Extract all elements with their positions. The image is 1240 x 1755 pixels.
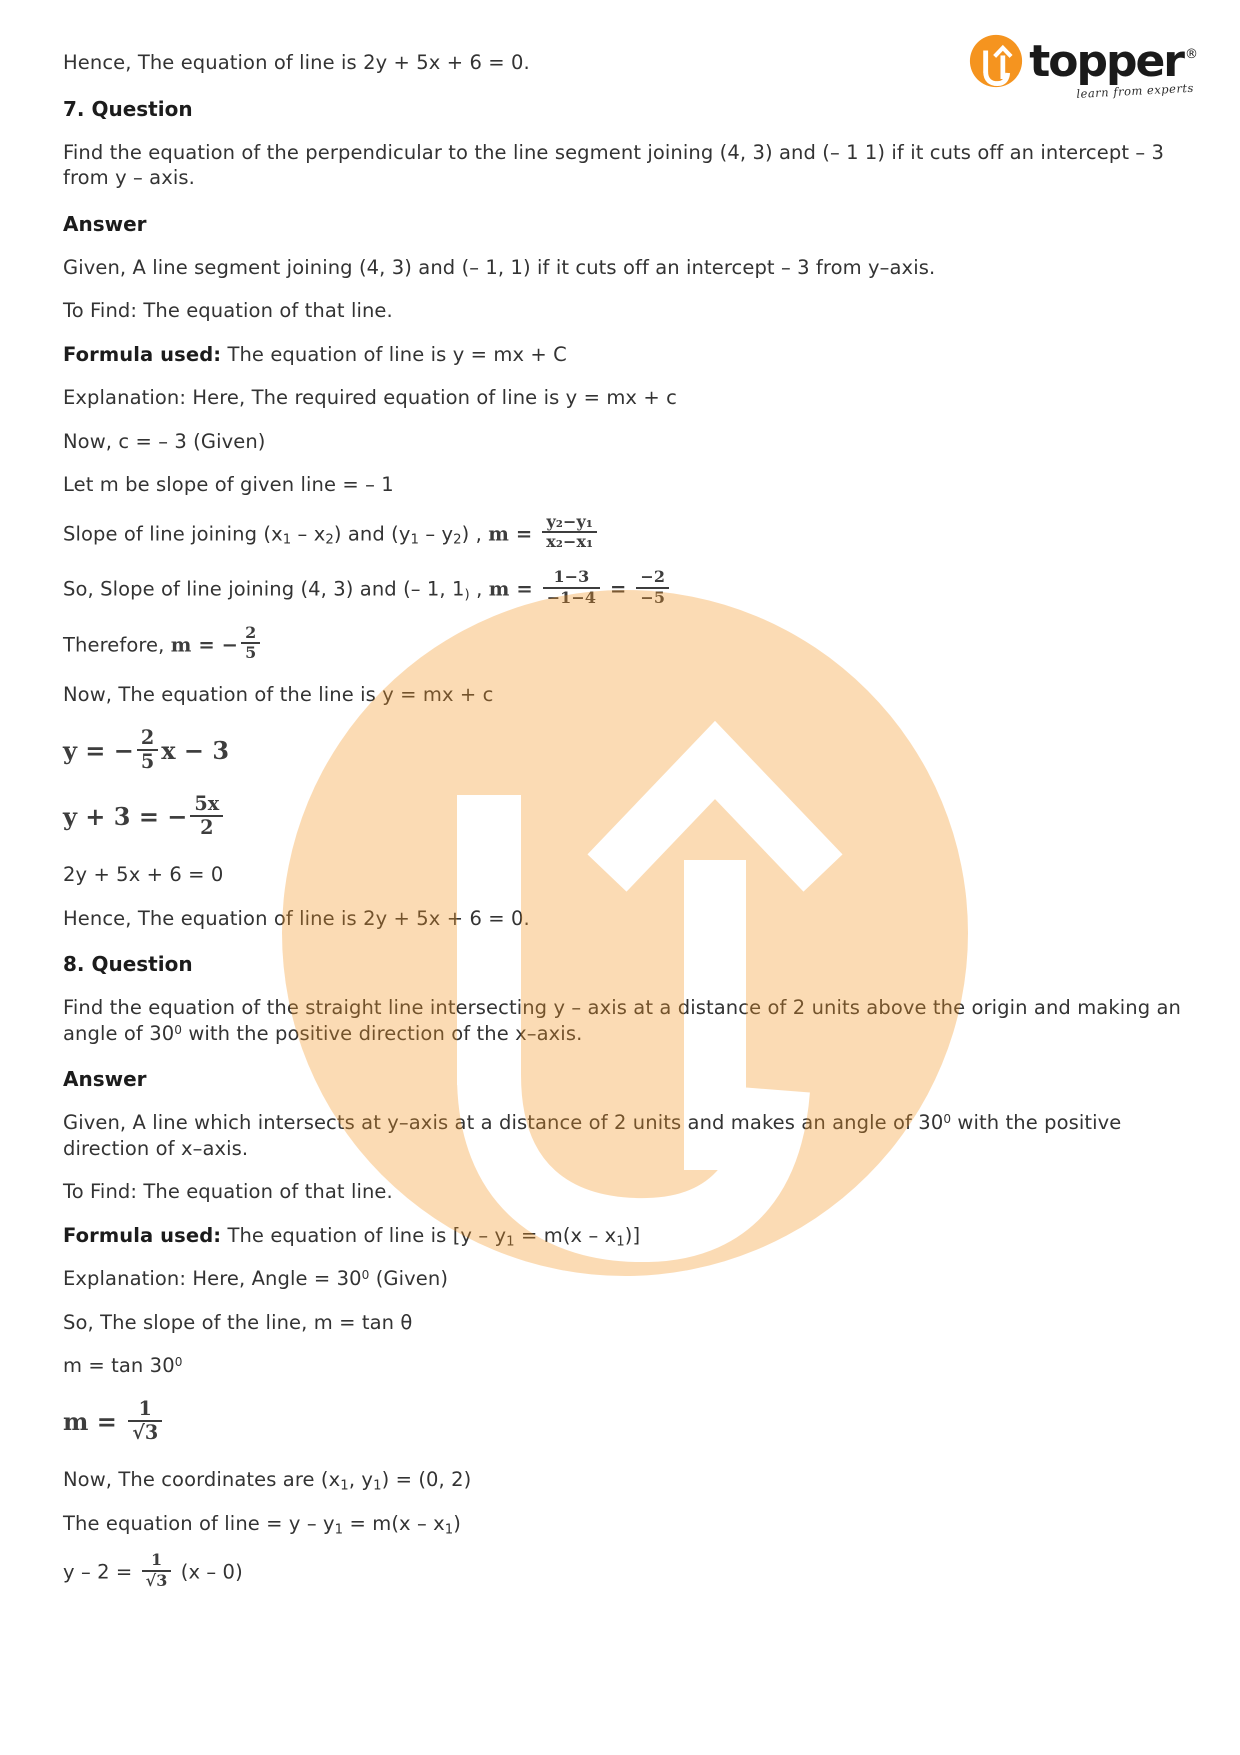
doc-heading: 8. Question [63, 952, 193, 977]
doc-line: Hence, The equation of line is 2y + 5x + 6 = 0. [63, 906, 530, 930]
doc-line: y + 3 = − $\frac{5x}{2}$ [63, 796, 1185, 840]
doc-heading: Answer [63, 1067, 147, 1092]
doc-line: Explanation: Here, The required equation of line is y = mx + c [63, 386, 677, 409]
doc-line: To Find: The equation of that line. [63, 299, 393, 322]
doc-line: Let m be slope of given line = – 1 [63, 473, 394, 496]
fraction: $\frac{\text{y₂−y₁}}{\text{x₂−x₁}}$ [542, 514, 597, 552]
doc-line: y = − $\frac{2}{5}$ x − 3 [63, 725, 230, 773]
doc-line: Given, A line segment joining (4, 3) and (– 1, 1) if it cuts off an intercept – 3 from y–axis. [63, 255, 936, 279]
doc-line: Find the equation of the straight line intersecting y – axis at a distance of 2 units above the origin and making an angle of $30^0$ with the positive direction of the x–axis. [63, 996, 1182, 1045]
fraction: $\frac{5x}{2}$ [190, 794, 223, 838]
doc-line: So, The slope of the line, m = tan θ [63, 1310, 413, 1334]
logo-wordmark: topper ® [1029, 36, 1198, 87]
doc-line: Formula used: The equation of line is $[y - y_1 = m(x - x_1)]$ [63, 1223, 641, 1250]
doc-line: Hence, The equation of line is 2y + 5x + 6 = 0. [63, 51, 530, 74]
document-body [63, 50, 1185, 1592]
doc-line: $m = \tan 30^0$ [63, 1354, 183, 1378]
fraction: $\frac{2}{5}$ [137, 728, 158, 772]
doc-line: Now, The equation of the line is y = mx + c [63, 683, 494, 707]
topper-logo [969, 30, 1198, 101]
logo-tagline: learn from experts [1076, 80, 1195, 101]
doc-heading: Answer [63, 211, 147, 236]
doc-line: Given, A line which intersects at y–axis at a distance of 2 units and makes an angle of $30^0$ with the positive direction of x–axis. [63, 1111, 1122, 1160]
doc-line: m = $\frac{1}{√3}$ [63, 1401, 1185, 1445]
doc-line: 2y + 5x + 6 = 0 [63, 863, 224, 887]
fraction: $\frac{-2}{-5}$ [636, 569, 669, 607]
doc-line: Explanation: Here, Angle = $30^0$ (Given) [63, 1267, 449, 1291]
doc-line: To Find: The equation of that line. [63, 1180, 393, 1204]
doc-line: Now, The coordinates are ($x_1$, $y_1) = (0$, 2) [63, 1468, 472, 1494]
doc-line: Formula used: The equation of line is y = mx + C [63, 342, 567, 366]
doc-line: Therefore, m = − $\frac{2}{5}$ [63, 627, 1185, 665]
fraction: $\frac{2}{5}$ [241, 625, 260, 663]
doc-line: Now, c = – 3 (Given) [63, 429, 266, 453]
doc-line: y – 2 = $\frac{1}{√3}$ (x – 0) [63, 1550, 243, 1590]
doc-heading: 7. Question [63, 96, 193, 121]
doc-line: Slope of line joining $(x_1 - x_2)$ and $(y_1 - y_2)$ , m = $\frac{\text{y₂−y₁}}{\text{x₂−x₁}}$ [63, 516, 1185, 554]
registered-mark: ® [1185, 47, 1198, 62]
fraction: $\frac{1-3}{-1-4}$ [543, 569, 600, 607]
fraction: $\frac{1}{√3}$ [128, 1399, 162, 1443]
doc-line: The equation of line = $y - y_1 = m(x - x_1)$ [63, 1511, 462, 1537]
fraction: $\frac{1}{√3}$ [142, 1552, 172, 1590]
doc-line: Find the equation of the perpendicular to the line segment joining (4, 3) and (– 1 1) if it cuts off an intercept – 3 from y – axis. [63, 140, 1165, 189]
topper-logo-icon [969, 34, 1023, 88]
doc-line: So, Slope of line joining (4, 3) and (– 1, $1_)$ , m = $\frac{1-3}{-1-4}$ = $\frac{-2}{-5}$ [63, 571, 1185, 609]
